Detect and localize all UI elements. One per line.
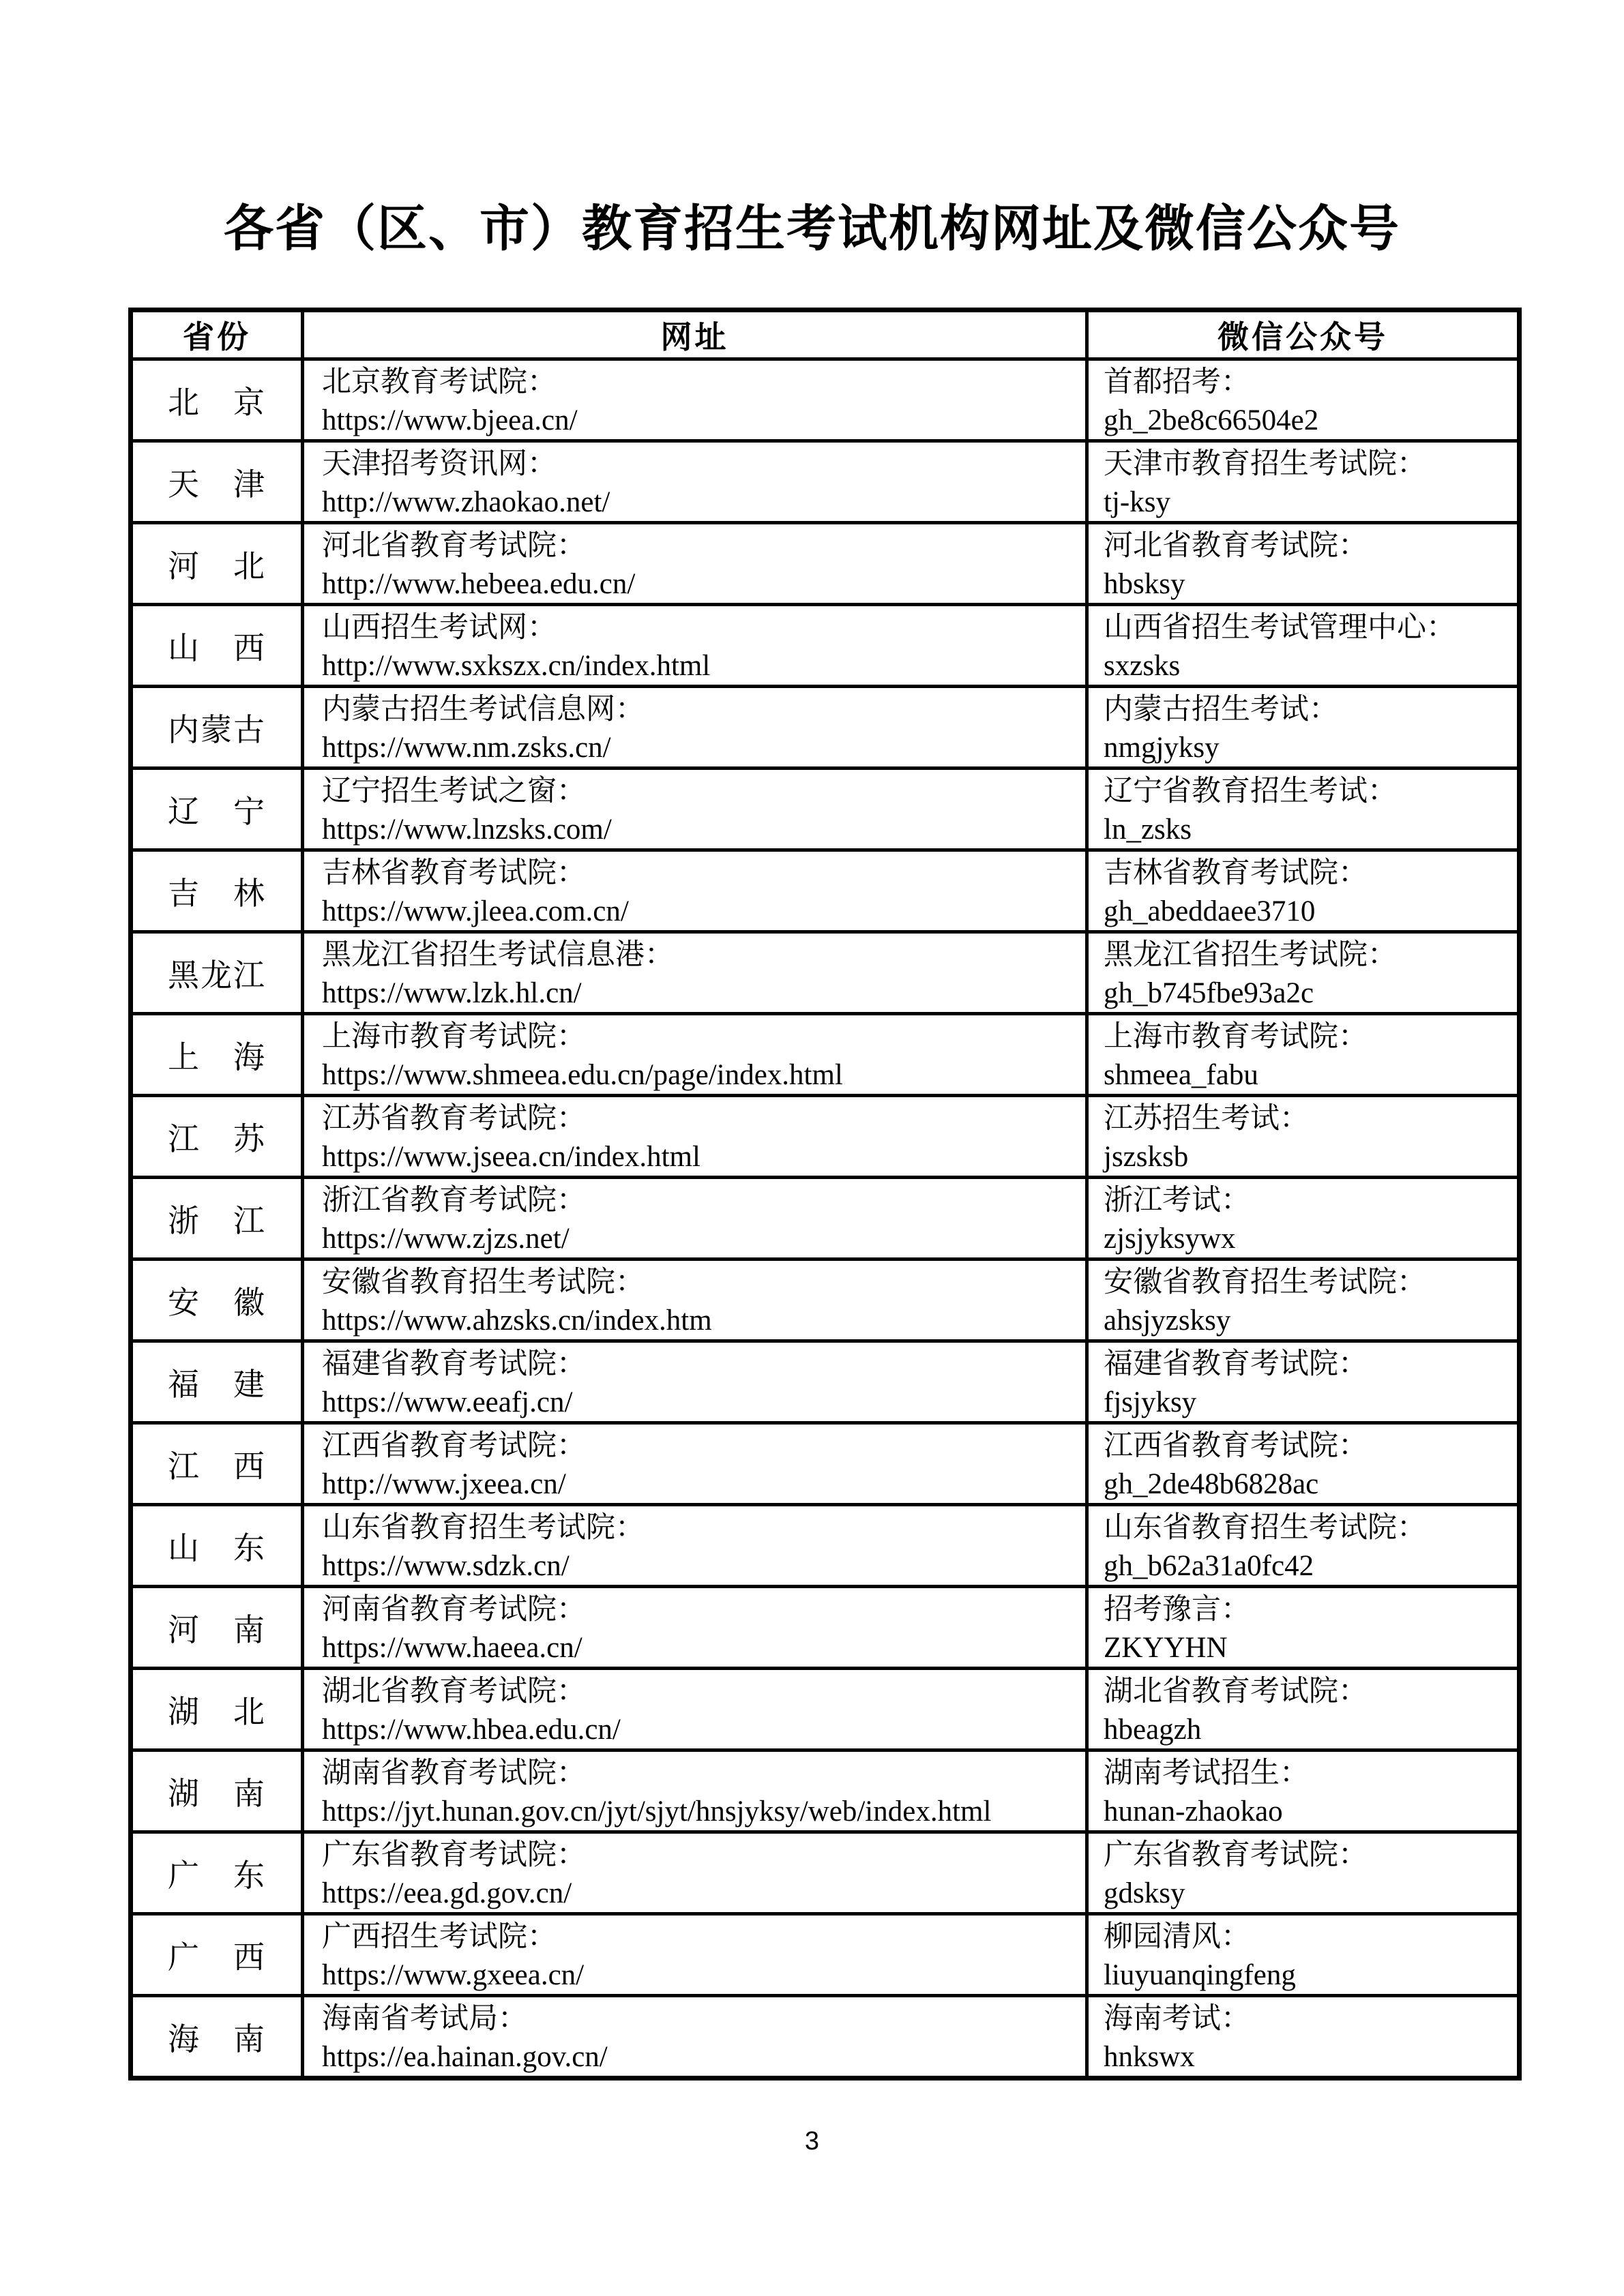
province-name: 河 北: [131, 523, 303, 605]
website-cell: [303, 1341, 1087, 1423]
table-row: [131, 1669, 1520, 1750]
website-name: 内蒙古招生考试信息网：: [322, 693, 645, 726]
website-url: https://www.bjeea.cn/: [322, 404, 578, 436]
table-row: [131, 1587, 1520, 1669]
header-website: 网址: [303, 310, 1087, 359]
website-cell: [303, 1505, 1087, 1587]
website-name: 山东省教育招生考试院：: [322, 1511, 645, 1544]
wechat-id: hbsksy: [1104, 567, 1185, 600]
province-name: 北 京: [131, 359, 303, 441]
page-number: 3: [804, 2127, 820, 2156]
province-name: 湖 南: [131, 1750, 303, 1832]
province-name: 上 海: [131, 1014, 303, 1096]
website-url: https://www.ahzsks.cn/index.htm: [322, 1304, 712, 1337]
page-title: 各省（区、市）教育招生考试机构网址及微信公众号: [224, 201, 1400, 256]
website-cell: [303, 1014, 1087, 1096]
wechat-name: 安徽省教育招生考试院：: [1104, 1266, 1426, 1298]
province-name: 广 西: [131, 1914, 303, 1996]
province-name: 山 东: [131, 1505, 303, 1587]
website-url: https://www.hbea.edu.cn/: [322, 1713, 621, 1746]
province-name: 广 东: [131, 1832, 303, 1914]
website-url: http://www.sxkszx.cn/index.html: [322, 649, 711, 682]
website-cell: [303, 1096, 1087, 1178]
website-name: 江苏省教育考试院：: [322, 1102, 586, 1135]
province-name: 江 苏: [131, 1096, 303, 1178]
website-name: 江西省教育考试院：: [322, 1429, 586, 1462]
wechat-cell: [1087, 1587, 1520, 1669]
wechat-name: 海南考试：: [1104, 2002, 1250, 2035]
website-cell: [303, 1259, 1087, 1341]
table-row: [131, 932, 1520, 1014]
wechat-cell: [1087, 1259, 1520, 1341]
wechat-name: 上海市教育考试院：: [1104, 1020, 1368, 1053]
province-name: 河 南: [131, 1587, 303, 1669]
website-url: https://www.jleea.com.cn/: [322, 895, 629, 927]
website-url: https://www.nm.zsks.cn/: [322, 731, 611, 764]
website-cell: [303, 1996, 1087, 2078]
wechat-cell: [1087, 1996, 1520, 2078]
table-row: [131, 1178, 1520, 1259]
website-cell: [303, 359, 1087, 441]
website-url: https://ea.hainan.gov.cn/: [322, 2040, 608, 2073]
website-name: 广东省教育考试院：: [322, 1838, 586, 1871]
website-name: 河北省教育考试院：: [322, 529, 586, 562]
province-name: 安 徽: [131, 1259, 303, 1341]
wechat-name: 浙江考试：: [1104, 1184, 1250, 1217]
wechat-id: zjsjyksywx: [1104, 1222, 1236, 1255]
wechat-name: 福建省教育考试院：: [1104, 1347, 1368, 1380]
wechat-name: 天津市教育招生考试院：: [1104, 447, 1426, 480]
website-cell: [303, 1587, 1087, 1669]
province-name: 吉 林: [131, 850, 303, 932]
table-row: [131, 687, 1520, 769]
website-cell: [303, 932, 1087, 1014]
wechat-id: gdsksy: [1104, 1877, 1185, 1909]
website-name: 海南省考试局：: [322, 2002, 527, 2035]
wechat-cell: [1087, 523, 1520, 605]
website-url: https://www.lnzsks.com/: [322, 813, 612, 846]
wechat-id: ZKYYHN: [1104, 1631, 1228, 1664]
website-url: https://www.jseea.cn/index.html: [322, 1140, 700, 1173]
wechat-cell: [1087, 932, 1520, 1014]
province-name: 江 西: [131, 1423, 303, 1505]
wechat-cell: [1087, 1423, 1520, 1505]
table-row: [131, 1014, 1520, 1096]
wechat-cell: [1087, 1505, 1520, 1587]
header-province: 省份: [131, 310, 303, 359]
wechat-cell: [1087, 687, 1520, 769]
website-cell: [303, 1669, 1087, 1750]
wechat-id: gh_2de48b6828ac: [1104, 1467, 1319, 1500]
table-header-row: [131, 310, 1520, 359]
website-name: 黑龙江省招生考试信息港：: [322, 938, 674, 971]
website-url: http://www.hebeea.edu.cn/: [322, 567, 636, 600]
wechat-id: gh_b62a31a0fc42: [1104, 1549, 1314, 1582]
website-name: 北京教育考试院：: [322, 366, 557, 398]
website-name: 浙江省教育考试院：: [322, 1184, 586, 1217]
table-row: [131, 1996, 1520, 2078]
website-name: 湖北省教育考试院：: [322, 1675, 586, 1708]
province-name: 天 津: [131, 441, 303, 523]
wechat-cell: [1087, 441, 1520, 523]
wechat-cell: [1087, 1341, 1520, 1423]
wechat-name: 山东省教育招生考试院：: [1104, 1511, 1426, 1544]
wechat-name: 江苏招生考试：: [1104, 1102, 1309, 1135]
wechat-id: gh_2be8c66504e2: [1104, 404, 1319, 436]
website-cell: [303, 441, 1087, 523]
website-cell: [303, 523, 1087, 605]
wechat-name: 河北省教育考试院：: [1104, 529, 1368, 562]
wechat-id: fjsjyksy: [1104, 1386, 1197, 1418]
website-url: https://www.gxeea.cn/: [322, 1958, 585, 1991]
website-url: https://www.lzk.hl.cn/: [322, 976, 582, 1009]
wechat-id: gh_b745fbe93a2c: [1104, 976, 1314, 1009]
province-name: 山 西: [131, 605, 303, 687]
website-cell: [303, 1423, 1087, 1505]
website-name: 安徽省教育招生考试院：: [322, 1266, 645, 1298]
table-row: [131, 605, 1520, 687]
wechat-id: gh_abeddaee3710: [1104, 895, 1316, 927]
province-name: 辽 宁: [131, 769, 303, 850]
wechat-name: 招考豫言：: [1104, 1593, 1250, 1626]
table-row: [131, 1259, 1520, 1341]
table-row: [131, 850, 1520, 932]
wechat-id: ln_zsks: [1104, 813, 1192, 846]
table-row: [131, 1750, 1520, 1832]
wechat-name: 柳园清风：: [1104, 1920, 1250, 1953]
table-row: [131, 1832, 1520, 1914]
wechat-cell: [1087, 1669, 1520, 1750]
wechat-id: shmeea_fabu: [1104, 1058, 1258, 1091]
wechat-name: 内蒙古招生考试：: [1104, 693, 1338, 726]
wechat-name: 吉林省教育考试院：: [1104, 856, 1368, 889]
table-row: [131, 1341, 1520, 1423]
table-row: [131, 523, 1520, 605]
wechat-id: nmgjyksy: [1104, 731, 1220, 764]
website-cell: [303, 769, 1087, 850]
table-row: [131, 359, 1520, 441]
website-cell: [303, 850, 1087, 932]
table-row: [131, 441, 1520, 523]
wechat-id: sxzsks: [1104, 649, 1181, 682]
table-row: [131, 1505, 1520, 1587]
website-url: https://www.sdzk.cn/: [322, 1549, 570, 1582]
website-url: https://www.eeafj.cn/: [322, 1386, 573, 1418]
wechat-cell: [1087, 1178, 1520, 1259]
wechat-id: liuyuanqingfeng: [1104, 1958, 1296, 1991]
province-name: 内蒙古: [131, 687, 303, 769]
website-url: http://www.jxeea.cn/: [322, 1467, 566, 1500]
website-cell: [303, 1750, 1087, 1832]
table-row: [131, 769, 1520, 850]
header-wechat: 微信公众号: [1087, 310, 1520, 359]
wechat-id: hunan-zhaokao: [1104, 1795, 1283, 1828]
wechat-cell: [1087, 1832, 1520, 1914]
website-url: https://www.zjzs.net/: [322, 1222, 570, 1255]
website-name: 山西招生考试网：: [322, 611, 557, 644]
province-name: 黑龙江: [131, 932, 303, 1014]
province-name: 浙 江: [131, 1178, 303, 1259]
website-cell: [303, 1914, 1087, 1996]
wechat-name: 山西省招生考试管理中心：: [1104, 611, 1456, 644]
website-name: 上海市教育考试院：: [322, 1020, 586, 1053]
wechat-cell: [1087, 359, 1520, 441]
wechat-name: 湖北省教育考试院：: [1104, 1675, 1368, 1708]
wechat-cell: [1087, 1096, 1520, 1178]
wechat-cell: [1087, 769, 1520, 850]
wechat-name: 辽宁省教育招生考试：: [1104, 775, 1397, 807]
website-name: 天津招考资讯网：: [322, 447, 557, 480]
province-name: 福 建: [131, 1341, 303, 1423]
wechat-cell: [1087, 605, 1520, 687]
website-url: http://www.zhaokao.net/: [322, 486, 610, 518]
wechat-name: 首都招考：: [1104, 366, 1250, 398]
website-name: 河南省教育考试院：: [322, 1593, 586, 1626]
wechat-id: jszsksb: [1104, 1140, 1189, 1173]
wechat-id: hbeagzh: [1104, 1713, 1202, 1746]
wechat-id: ahsjyzsksy: [1104, 1304, 1231, 1337]
website-cell: [303, 687, 1087, 769]
website-name: 广西招生考试院：: [322, 1920, 557, 1953]
wechat-cell: [1087, 850, 1520, 932]
website-cell: [303, 605, 1087, 687]
wechat-cell: [1087, 1014, 1520, 1096]
wechat-name: 黑龙江省招生考试院：: [1104, 938, 1397, 971]
directory-table: [128, 308, 1522, 2081]
website-name: 吉林省教育考试院：: [322, 856, 586, 889]
website-cell: [303, 1832, 1087, 1914]
table-row: [131, 1423, 1520, 1505]
wechat-cell: [1087, 1914, 1520, 1996]
website-cell: [303, 1178, 1087, 1259]
website-name: 湖南省教育考试院：: [322, 1757, 586, 1789]
website-url: https://www.haeea.cn/: [322, 1631, 582, 1664]
website-url: https://www.shmeea.edu.cn/page/index.html: [322, 1058, 843, 1091]
table-row: [131, 1914, 1520, 1996]
wechat-name: 广东省教育考试院：: [1104, 1838, 1368, 1871]
wechat-id: tj-ksy: [1104, 486, 1170, 518]
province-name: 海 南: [131, 1996, 303, 2078]
wechat-cell: [1087, 1750, 1520, 1832]
website-name: 福建省教育考试院：: [322, 1347, 586, 1380]
website-url: https://eea.gd.gov.cn/: [322, 1877, 572, 1909]
wechat-name: 江西省教育考试院：: [1104, 1429, 1368, 1462]
province-name: 湖 北: [131, 1669, 303, 1750]
wechat-id: hnkswx: [1104, 2040, 1195, 2073]
directory-table-container: [128, 308, 1522, 2081]
table-row: [131, 1096, 1520, 1178]
website-name: 辽宁招生考试之窗：: [322, 775, 586, 807]
website-url: https://jyt.hunan.gov.cn/jyt/sjyt/hnsjyksy/web/index.html: [322, 1795, 992, 1828]
wechat-name: 湖南考试招生：: [1104, 1757, 1309, 1789]
